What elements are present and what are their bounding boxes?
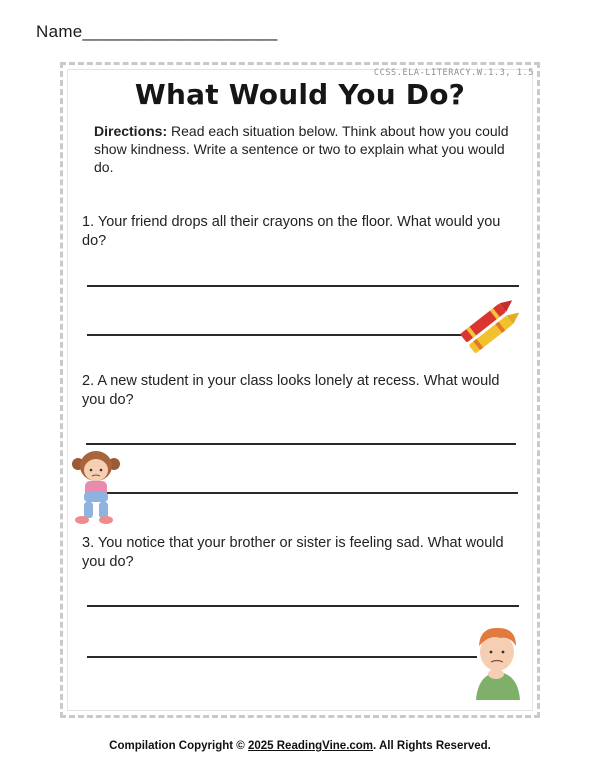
answer-line-2b[interactable] xyxy=(104,492,518,494)
answer-line-1b[interactable] xyxy=(87,334,467,336)
standard-code: CCSS.ELA-LITERACY.W.1.3, 1.5 xyxy=(373,68,534,78)
footer-suffix: . All Rights Reserved. xyxy=(373,740,491,752)
directions xyxy=(94,122,514,176)
girl-face-icon xyxy=(84,459,108,481)
sad-boy-clipart xyxy=(470,622,526,700)
question-2: 2. A new student in your class looks lonely at recess. What would you do? xyxy=(82,373,500,408)
lonely-girl-clipart xyxy=(68,448,124,528)
worksheet-title: What Would You Do? xyxy=(134,78,466,111)
crayons-clipart xyxy=(456,290,530,362)
directions-label: Directions: xyxy=(94,123,168,139)
readingvine-link[interactable]: 2025 ReadingVine.com xyxy=(247,740,374,752)
answer-line-3b[interactable] xyxy=(87,656,477,658)
student-name-field[interactable]: Name____________________ xyxy=(36,22,278,41)
answer-line-3a[interactable] xyxy=(87,605,519,607)
answer-line-1a[interactable] xyxy=(87,285,519,287)
footer-prefix: Compilation Copyright © xyxy=(109,740,248,752)
copyright-footer xyxy=(0,740,600,752)
question-3: 3. You notice that your brother or sister is feeling sad. What would you do? xyxy=(82,535,504,570)
answer-line-2a[interactable] xyxy=(86,443,516,445)
directions-text: Read each situation below. Think about how you could show kindness. Write a sentence or two to explain what you would do. xyxy=(94,123,509,175)
question-1: 1. Your friend drops all their crayons on the floor. What would you do? xyxy=(82,214,501,249)
